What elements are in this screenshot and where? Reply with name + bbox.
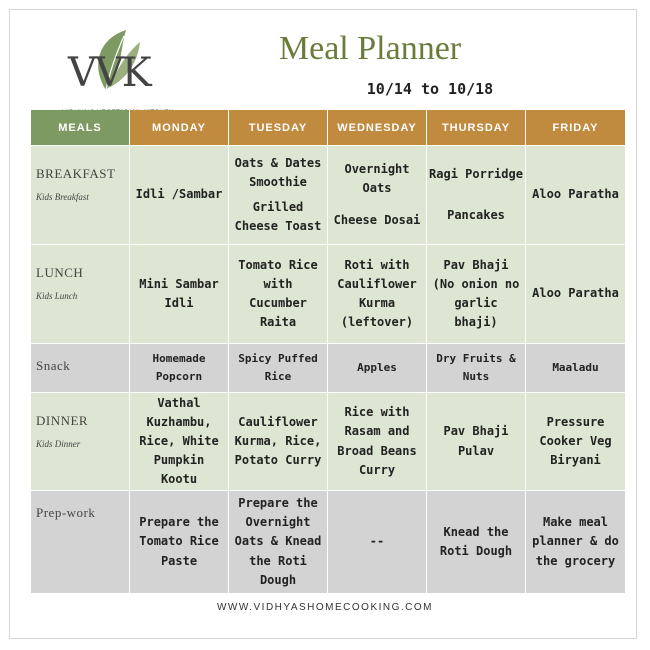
breakfast-tuesday-main: Oats & Dates Smoothie	[234, 156, 322, 190]
breakfast-thursday-kids: Pancakes	[447, 207, 505, 222]
prep-wednesday: --	[328, 491, 426, 593]
breakfast-monday: Idli /Sambar	[130, 146, 228, 244]
breakfast-tuesday-kids: Grilled Cheese Toast	[234, 199, 322, 233]
dinner-friday: Pressure Cooker Veg Biryani	[526, 393, 625, 490]
header-thursday: THURSDAY	[427, 110, 525, 145]
breakfast-thursday-main: Ragi Porridge	[429, 166, 523, 181]
breakfast-tuesday	[229, 146, 327, 244]
prep-thursday: Knead the Roti Dough	[427, 491, 525, 593]
kids-lunch-label: Kids Lunch	[36, 291, 78, 301]
prep-tuesday: Prepare the Overnight Oats & Knead the Roti Dough	[229, 491, 327, 593]
prep-monday: Prepare the Tomato Rice Paste	[130, 491, 228, 593]
planner-card	[9, 9, 637, 639]
snack-wednesday: Apples	[328, 344, 426, 392]
logo-letters: VVK	[68, 50, 150, 96]
header-monday: MONDAY	[130, 110, 228, 145]
website-footer[interactable]: WWW.VIDHYASHOMECOOKING.COM	[216, 602, 434, 613]
snack-friday: Maaladu	[526, 344, 625, 392]
header-wednesday: WEDNESDAY	[328, 110, 426, 145]
lunch-label: LUNCH	[36, 265, 84, 280]
kids-dinner-label: Kids Dinner	[36, 439, 81, 449]
lunch-wednesday: Roti with Cauliflower Kurma (leftover)	[328, 245, 426, 343]
breakfast-thursday	[427, 146, 525, 244]
lunch-thursday: Pav Bhaji (No onion no garlic bhaji)	[427, 245, 525, 343]
lunch-tuesday: Tomato Rice with Cucumber Raita	[229, 245, 327, 343]
kids-breakfast-label: Kids Breakfast	[36, 192, 89, 202]
dinner-monday: Vathal Kuzhambu, Rice, White Pumpkin Kootu	[130, 393, 228, 490]
row-label-snack	[31, 344, 129, 392]
lunch-friday: Aloo Paratha	[526, 245, 625, 343]
breakfast-wednesday-kids: Cheese Dosai	[333, 212, 421, 227]
vvk-logo	[62, 28, 182, 108]
snack-monday: Homemade Popcorn	[130, 344, 228, 392]
row-label-dinner	[31, 393, 129, 490]
meal-grid	[31, 110, 620, 588]
snack-tuesday: Spicy Puffed Rice	[229, 344, 327, 392]
header-meals: MEALS	[31, 110, 129, 145]
breakfast-wednesday-main: Overnight Oats	[344, 162, 410, 196]
row-label-lunch	[31, 245, 129, 343]
snack-thursday: Dry Fruits & Nuts	[427, 344, 525, 392]
prep-label: Prep-work	[36, 505, 96, 520]
breakfast-wednesday	[328, 146, 426, 244]
lunch-monday: Mini Sambar Idli	[130, 245, 228, 343]
dinner-label: DINNER	[36, 413, 89, 428]
prep-friday: Make meal planner & do the grocery	[526, 491, 625, 593]
date-range: 10/14 to 10/18	[366, 80, 494, 98]
snack-label: Snack	[36, 358, 71, 373]
breakfast-friday: Aloo Paratha	[526, 146, 625, 244]
dinner-tuesday: Cauliflower Kurma, Rice, Potato Curry	[229, 393, 327, 490]
header-friday: FRIDAY	[526, 110, 625, 145]
page-title: Meal Planner	[278, 30, 462, 67]
header-tuesday: TUESDAY	[229, 110, 327, 145]
row-label-breakfast	[31, 146, 129, 244]
dinner-wednesday: Rice with Rasam and Broad Beans Curry	[328, 393, 426, 490]
dinner-thursday: Pav Bhaji Pulav	[427, 393, 525, 490]
breakfast-label: BREAKFAST	[36, 166, 116, 181]
row-label-prep	[31, 491, 129, 593]
